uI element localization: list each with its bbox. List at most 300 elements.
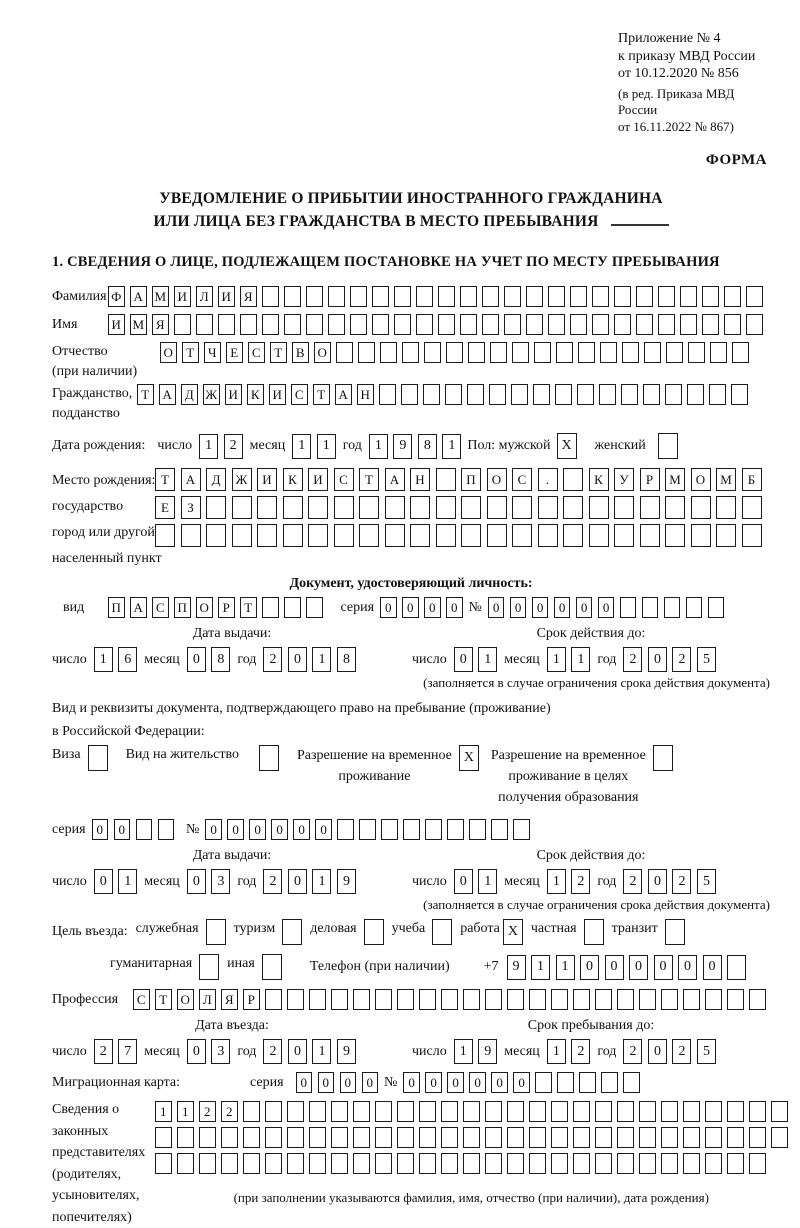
char-box[interactable] — [548, 314, 565, 335]
char-box[interactable]: 0 — [488, 597, 505, 618]
char-box[interactable] — [617, 1127, 634, 1148]
char-box[interactable]: 8 — [337, 647, 356, 672]
char-box[interactable] — [749, 989, 766, 1010]
char-box[interactable]: У — [614, 468, 634, 491]
char-box[interactable] — [485, 1127, 502, 1148]
char-box[interactable] — [463, 1101, 480, 1122]
char-box[interactable]: 1 — [292, 434, 311, 459]
char-box[interactable]: 2 — [263, 869, 282, 894]
char-box[interactable] — [636, 314, 653, 335]
char-box[interactable]: 3 — [211, 1039, 230, 1064]
char-box[interactable]: Д — [206, 468, 226, 491]
char-box[interactable]: 1 — [547, 1039, 566, 1064]
char-box[interactable] — [441, 1101, 458, 1122]
char-box[interactable] — [331, 1153, 348, 1174]
char-box[interactable]: С — [334, 468, 354, 491]
char-box[interactable]: 0 — [425, 1072, 442, 1093]
char-box[interactable] — [262, 954, 282, 980]
char-box[interactable] — [489, 384, 506, 405]
char-box[interactable]: 2 — [623, 647, 642, 672]
char-box[interactable] — [511, 384, 528, 405]
char-box[interactable] — [206, 524, 226, 547]
char-box[interactable] — [491, 819, 508, 840]
char-box[interactable] — [702, 286, 719, 307]
char-box[interactable] — [512, 342, 529, 363]
char-box[interactable] — [577, 384, 594, 405]
char-box[interactable] — [403, 819, 420, 840]
char-box[interactable] — [380, 342, 397, 363]
char-box[interactable]: А — [159, 384, 176, 405]
char-box[interactable]: 0 — [288, 647, 307, 672]
char-box[interactable] — [595, 1101, 612, 1122]
char-box[interactable] — [436, 496, 456, 519]
char-box[interactable]: М — [130, 314, 147, 335]
char-box[interactable]: Т — [270, 342, 287, 363]
char-box[interactable]: А — [385, 468, 405, 491]
char-box[interactable]: 1 — [312, 647, 331, 672]
char-box[interactable]: 0 — [271, 819, 288, 840]
char-box[interactable] — [614, 496, 634, 519]
char-box[interactable] — [282, 919, 302, 945]
char-box[interactable] — [331, 1101, 348, 1122]
char-box[interactable]: 0 — [648, 647, 667, 672]
char-box[interactable]: 0 — [403, 1072, 420, 1093]
char-box[interactable] — [309, 1101, 326, 1122]
char-box[interactable] — [419, 1127, 436, 1148]
char-box[interactable]: 2 — [199, 1101, 216, 1122]
char-box[interactable] — [309, 1127, 326, 1148]
char-box[interactable] — [199, 1127, 216, 1148]
char-box[interactable]: 0 — [491, 1072, 508, 1093]
char-box[interactable] — [287, 1101, 304, 1122]
char-box[interactable] — [749, 1101, 766, 1122]
char-box[interactable] — [661, 989, 678, 1010]
char-box[interactable]: 1 — [118, 869, 137, 894]
char-box[interactable]: Ж — [232, 468, 252, 491]
char-box[interactable] — [287, 989, 304, 1010]
char-box[interactable]: 1 — [94, 647, 113, 672]
char-box[interactable]: М — [665, 468, 685, 491]
char-box[interactable] — [436, 468, 456, 491]
char-box[interactable] — [379, 384, 396, 405]
char-box[interactable] — [283, 524, 303, 547]
char-box[interactable]: 7 — [118, 1039, 137, 1064]
char-box[interactable] — [533, 384, 550, 405]
char-box[interactable]: 5 — [697, 647, 716, 672]
char-box[interactable]: 0 — [532, 597, 549, 618]
char-box[interactable] — [461, 524, 481, 547]
char-box[interactable] — [708, 597, 725, 618]
char-box[interactable] — [487, 496, 507, 519]
char-box[interactable] — [331, 1127, 348, 1148]
char-box[interactable] — [570, 286, 587, 307]
char-box[interactable]: С — [133, 989, 150, 1010]
char-box[interactable]: 2 — [224, 434, 243, 459]
char-box[interactable]: 0 — [648, 1039, 667, 1064]
char-box[interactable] — [306, 314, 323, 335]
char-box[interactable]: 0 — [249, 819, 266, 840]
char-box[interactable]: 6 — [118, 647, 137, 672]
char-box[interactable] — [240, 314, 257, 335]
char-box[interactable] — [620, 597, 637, 618]
char-box[interactable] — [529, 1153, 546, 1174]
char-box[interactable]: 1 — [317, 434, 336, 459]
char-box[interactable] — [432, 919, 452, 945]
char-box[interactable] — [639, 1153, 656, 1174]
char-box[interactable]: 2 — [672, 647, 691, 672]
char-box[interactable] — [727, 955, 746, 980]
char-box[interactable] — [199, 1153, 216, 1174]
char-box[interactable] — [578, 342, 595, 363]
char-box[interactable] — [526, 286, 543, 307]
char-box[interactable] — [463, 1153, 480, 1174]
char-box[interactable]: 2 — [571, 1039, 590, 1064]
char-box[interactable] — [563, 468, 583, 491]
char-box[interactable] — [716, 524, 736, 547]
char-box[interactable] — [381, 819, 398, 840]
char-box[interactable] — [551, 1127, 568, 1148]
char-box[interactable]: 1 — [547, 647, 566, 672]
char-box[interactable] — [353, 1153, 370, 1174]
char-box[interactable] — [621, 384, 638, 405]
char-box[interactable]: Е — [226, 342, 243, 363]
char-box[interactable] — [691, 524, 711, 547]
char-box[interactable]: 0 — [513, 1072, 530, 1093]
char-box[interactable]: X — [503, 919, 523, 945]
char-box[interactable]: 0 — [92, 819, 109, 840]
char-box[interactable] — [702, 314, 719, 335]
char-box[interactable]: 0 — [402, 597, 419, 618]
char-box[interactable] — [287, 1127, 304, 1148]
char-box[interactable] — [683, 989, 700, 1010]
char-box[interactable]: 0 — [424, 597, 441, 618]
char-box[interactable]: 0 — [648, 869, 667, 894]
char-box[interactable] — [416, 286, 433, 307]
char-box[interactable]: Л — [199, 989, 216, 1010]
char-box[interactable] — [771, 1127, 788, 1148]
char-box[interactable] — [485, 989, 502, 1010]
char-box[interactable] — [589, 524, 609, 547]
char-box[interactable] — [441, 1153, 458, 1174]
char-box[interactable] — [353, 1127, 370, 1148]
char-box[interactable] — [397, 1101, 414, 1122]
char-box[interactable]: 1 — [155, 1101, 172, 1122]
char-box[interactable] — [196, 314, 213, 335]
char-box[interactable] — [199, 954, 219, 980]
char-box[interactable] — [262, 597, 279, 618]
char-box[interactable]: О — [177, 989, 194, 1010]
char-box[interactable] — [504, 314, 521, 335]
char-box[interactable] — [243, 1101, 260, 1122]
char-box[interactable] — [507, 1101, 524, 1122]
char-box[interactable] — [563, 524, 583, 547]
char-box[interactable] — [643, 384, 660, 405]
char-box[interactable] — [257, 496, 277, 519]
char-box[interactable] — [177, 1127, 194, 1148]
char-box[interactable] — [658, 314, 675, 335]
char-box[interactable] — [482, 314, 499, 335]
char-box[interactable]: 2 — [623, 869, 642, 894]
char-box[interactable]: 0 — [318, 1072, 335, 1093]
char-box[interactable] — [512, 524, 532, 547]
char-box[interactable] — [592, 286, 609, 307]
char-box[interactable] — [617, 989, 634, 1010]
char-box[interactable]: X — [459, 745, 479, 771]
char-box[interactable]: А — [130, 286, 147, 307]
char-box[interactable] — [640, 496, 660, 519]
char-box[interactable] — [181, 524, 201, 547]
char-box[interactable]: 9 — [478, 1039, 497, 1064]
char-box[interactable]: К — [589, 468, 609, 491]
char-box[interactable] — [158, 819, 175, 840]
char-box[interactable] — [309, 989, 326, 1010]
char-box[interactable]: 2 — [94, 1039, 113, 1064]
char-box[interactable]: С — [152, 597, 169, 618]
char-box[interactable]: П — [174, 597, 191, 618]
char-box[interactable] — [265, 1127, 282, 1148]
char-box[interactable] — [507, 1153, 524, 1174]
char-box[interactable] — [600, 342, 617, 363]
char-box[interactable]: А — [181, 468, 201, 491]
char-box[interactable]: О — [487, 468, 507, 491]
char-box[interactable]: 0 — [447, 1072, 464, 1093]
char-box[interactable] — [535, 1072, 552, 1093]
char-box[interactable] — [639, 989, 656, 1010]
char-box[interactable] — [353, 989, 370, 1010]
char-box[interactable] — [599, 384, 616, 405]
char-box[interactable] — [424, 342, 441, 363]
char-box[interactable] — [584, 919, 604, 945]
char-box[interactable]: 0 — [454, 869, 473, 894]
char-box[interactable] — [375, 1153, 392, 1174]
char-box[interactable] — [595, 1127, 612, 1148]
char-box[interactable] — [353, 1101, 370, 1122]
char-box[interactable]: Н — [357, 384, 374, 405]
char-box[interactable] — [284, 597, 301, 618]
char-box[interactable]: М — [716, 468, 736, 491]
char-box[interactable]: 5 — [697, 1039, 716, 1064]
char-box[interactable]: Я — [221, 989, 238, 1010]
char-box[interactable] — [658, 286, 675, 307]
char-box[interactable] — [556, 342, 573, 363]
char-box[interactable] — [425, 819, 442, 840]
char-box[interactable] — [724, 286, 741, 307]
char-box[interactable]: 2 — [672, 869, 691, 894]
char-box[interactable] — [529, 1127, 546, 1148]
char-box[interactable] — [385, 496, 405, 519]
char-box[interactable]: К — [247, 384, 264, 405]
char-box[interactable] — [467, 384, 484, 405]
char-box[interactable] — [683, 1101, 700, 1122]
char-box[interactable] — [688, 342, 705, 363]
char-box[interactable]: 0 — [605, 955, 624, 980]
char-box[interactable] — [445, 384, 462, 405]
char-box[interactable] — [461, 496, 481, 519]
char-box[interactable] — [438, 314, 455, 335]
char-box[interactable]: И — [308, 468, 328, 491]
char-box[interactable] — [716, 496, 736, 519]
char-box[interactable]: 0 — [340, 1072, 357, 1093]
char-box[interactable] — [538, 496, 558, 519]
char-box[interactable] — [661, 1101, 678, 1122]
char-box[interactable] — [402, 342, 419, 363]
char-box[interactable]: П — [108, 597, 125, 618]
char-box[interactable] — [614, 314, 631, 335]
char-box[interactable] — [622, 342, 639, 363]
char-box[interactable] — [579, 1072, 596, 1093]
char-box[interactable] — [232, 496, 252, 519]
char-box[interactable] — [482, 286, 499, 307]
char-box[interactable] — [306, 286, 323, 307]
char-box[interactable] — [724, 314, 741, 335]
char-box[interactable]: 1 — [199, 434, 218, 459]
char-box[interactable] — [174, 314, 191, 335]
char-box[interactable]: 0 — [654, 955, 673, 980]
char-box[interactable]: 0 — [380, 597, 397, 618]
char-box[interactable]: Я — [152, 314, 169, 335]
char-box[interactable] — [601, 1072, 618, 1093]
char-box[interactable]: 0 — [187, 647, 206, 672]
char-box[interactable]: А — [130, 597, 147, 618]
char-box[interactable]: Т — [155, 468, 175, 491]
char-box[interactable]: 1 — [571, 647, 590, 672]
char-box[interactable] — [136, 819, 153, 840]
char-box[interactable]: Т — [313, 384, 330, 405]
char-box[interactable] — [243, 1153, 260, 1174]
char-box[interactable]: Р — [218, 597, 235, 618]
char-box[interactable]: 0 — [114, 819, 131, 840]
char-box[interactable] — [306, 597, 323, 618]
char-box[interactable] — [732, 342, 749, 363]
char-box[interactable] — [686, 597, 703, 618]
char-box[interactable] — [206, 919, 226, 945]
char-box[interactable]: Н — [410, 468, 430, 491]
char-box[interactable] — [88, 745, 108, 771]
char-box[interactable] — [683, 1153, 700, 1174]
char-box[interactable] — [661, 1127, 678, 1148]
char-box[interactable] — [665, 384, 682, 405]
char-box[interactable] — [364, 919, 384, 945]
char-box[interactable]: 1 — [478, 869, 497, 894]
char-box[interactable] — [446, 342, 463, 363]
char-box[interactable]: Ж — [203, 384, 220, 405]
char-box[interactable] — [551, 989, 568, 1010]
char-box[interactable] — [636, 286, 653, 307]
char-box[interactable] — [372, 286, 389, 307]
char-box[interactable] — [548, 286, 565, 307]
char-box[interactable]: З — [181, 496, 201, 519]
char-box[interactable]: 8 — [418, 434, 437, 459]
char-box[interactable] — [727, 1101, 744, 1122]
char-box[interactable] — [749, 1127, 766, 1148]
char-box[interactable] — [265, 1101, 282, 1122]
char-box[interactable] — [287, 1153, 304, 1174]
char-box[interactable] — [385, 524, 405, 547]
char-box[interactable] — [436, 524, 456, 547]
char-box[interactable]: 0 — [94, 869, 113, 894]
char-box[interactable] — [705, 1153, 722, 1174]
char-box[interactable] — [551, 1101, 568, 1122]
char-box[interactable]: 0 — [288, 1039, 307, 1064]
char-box[interactable] — [746, 314, 763, 335]
char-box[interactable] — [573, 1101, 590, 1122]
char-box[interactable]: 0 — [293, 819, 310, 840]
char-box[interactable] — [623, 1072, 640, 1093]
char-box[interactable] — [262, 314, 279, 335]
char-box[interactable] — [337, 819, 354, 840]
char-box[interactable] — [308, 496, 328, 519]
char-box[interactable] — [419, 989, 436, 1010]
char-box[interactable] — [485, 1153, 502, 1174]
char-box[interactable] — [350, 314, 367, 335]
char-box[interactable] — [401, 384, 418, 405]
char-box[interactable] — [595, 989, 612, 1010]
char-box[interactable]: 2 — [571, 869, 590, 894]
char-box[interactable] — [218, 314, 235, 335]
char-box[interactable]: Т — [240, 597, 257, 618]
char-box[interactable] — [504, 286, 521, 307]
char-box[interactable] — [507, 989, 524, 1010]
char-box[interactable] — [665, 919, 685, 945]
char-box[interactable] — [262, 286, 279, 307]
char-box[interactable] — [460, 314, 477, 335]
char-box[interactable]: 0 — [703, 955, 722, 980]
char-box[interactable] — [416, 314, 433, 335]
char-box[interactable] — [397, 989, 414, 1010]
char-box[interactable]: И — [257, 468, 277, 491]
char-box[interactable]: 2 — [672, 1039, 691, 1064]
char-box[interactable]: Б — [742, 468, 762, 491]
char-box[interactable]: 0 — [315, 819, 332, 840]
char-box[interactable]: 3 — [211, 869, 230, 894]
char-box[interactable] — [573, 1127, 590, 1148]
char-box[interactable] — [232, 524, 252, 547]
char-box[interactable] — [661, 1153, 678, 1174]
char-box[interactable] — [534, 342, 551, 363]
char-box[interactable]: 0 — [576, 597, 593, 618]
char-box[interactable]: 1 — [312, 1039, 331, 1064]
char-box[interactable] — [334, 496, 354, 519]
char-box[interactable] — [490, 342, 507, 363]
char-box[interactable] — [221, 1127, 238, 1148]
char-box[interactable] — [644, 342, 661, 363]
char-box[interactable] — [664, 597, 681, 618]
char-box[interactable]: 0 — [227, 819, 244, 840]
char-box[interactable] — [410, 524, 430, 547]
char-box[interactable] — [359, 819, 376, 840]
char-box[interactable]: 1 — [442, 434, 461, 459]
char-box[interactable] — [557, 1072, 574, 1093]
char-box[interactable] — [468, 342, 485, 363]
char-box[interactable] — [680, 286, 697, 307]
char-box[interactable]: 9 — [337, 869, 356, 894]
char-box[interactable] — [529, 1101, 546, 1122]
char-box[interactable]: 1 — [369, 434, 388, 459]
char-box[interactable]: Т — [359, 468, 379, 491]
char-box[interactable] — [438, 286, 455, 307]
char-box[interactable] — [463, 1127, 480, 1148]
char-box[interactable] — [358, 342, 375, 363]
char-box[interactable]: Ф — [108, 286, 125, 307]
char-box[interactable] — [639, 1127, 656, 1148]
char-box[interactable] — [243, 1127, 260, 1148]
char-box[interactable] — [551, 1153, 568, 1174]
char-box[interactable]: 0 — [580, 955, 599, 980]
char-box[interactable] — [709, 384, 726, 405]
char-box[interactable] — [563, 496, 583, 519]
char-box[interactable] — [397, 1127, 414, 1148]
char-box[interactable]: А — [335, 384, 352, 405]
